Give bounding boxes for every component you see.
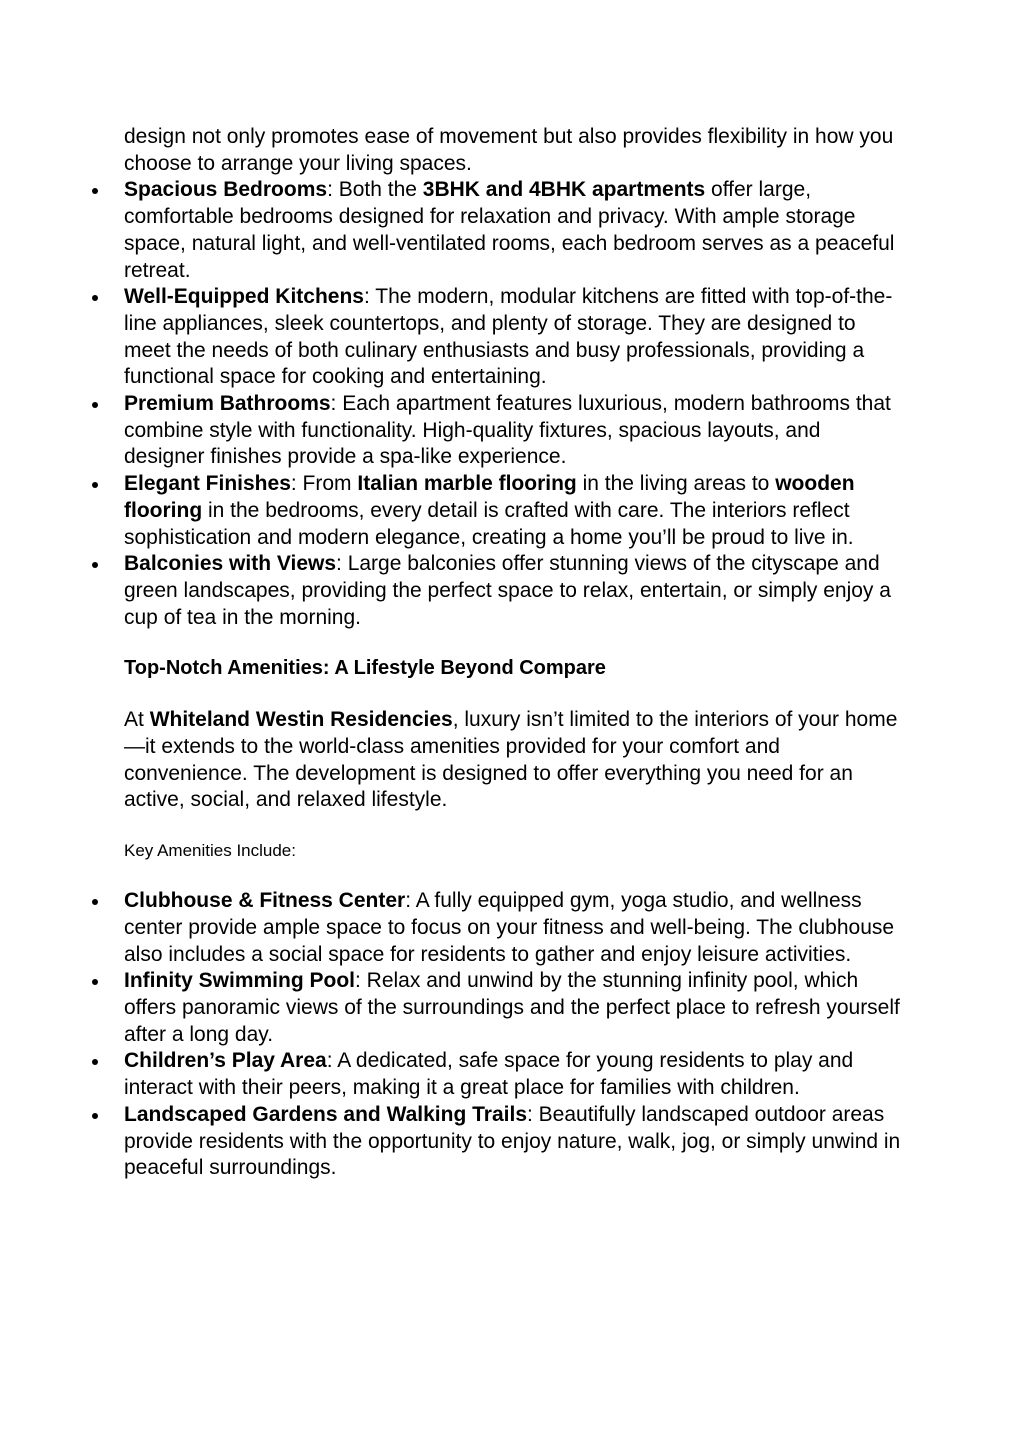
feature-title: Elegant Finishes (124, 472, 291, 496)
amenity-title: Landscaped Gardens and Walking Trails (124, 1102, 527, 1126)
section-heading: Top-Notch Amenities: A Lifestyle Beyond Compare (124, 657, 606, 680)
continuation-paragraph: design not only promotes ease of movement but also provides flexibility in how you choose to arrange your living spaces. (124, 125, 894, 175)
list-item: Elegant Finishes: From Italian marble flooring in the living areas to wooden flooring in the bedrooms, every detail is crafted with care. The interiors reflect sophistication and modern elegance, creating a home you’ll be proud to live in. (124, 471, 904, 551)
intro-paragraph: At Whiteland Westin Residencies, luxury isn’t limited to the interiors of your home—it extends to the world-class amenities provided for your comfort and convenience. The development is designed to offer everything you need for an active, social, and relaxed lifestyle. (124, 708, 898, 812)
feature-title: Balconies with Views (124, 552, 337, 576)
amenities-list (124, 888, 904, 1182)
list-item: Infinity Swimming Pool: Relax and unwind by the stunning infinity pool, which offers panoramic views of the surroundings and the perfect place to refresh yourself after a long day. (124, 968, 904, 1048)
amenity-title: Clubhouse & Fitness Center (124, 889, 406, 913)
document-body (124, 124, 904, 1182)
list-item: Landscaped Gardens and Walking Trails: Beautifully landscaped outdoor areas provide residents with the opportunity to enjoy nature, walk, jog, or simply unwind in peaceful surroundings. (124, 1102, 904, 1182)
key-amenities-label: Key Amenities Include: (124, 841, 296, 861)
feature-title: Premium Bathrooms (124, 392, 331, 416)
list-item: Spacious Bedrooms: Both the 3BHK and 4BHK apartments offer large, comfortable bedrooms designed for relaxation and privacy. With ample storage space, natural light, and well-ventilated rooms, each bedroom serves as a peaceful retreat. (124, 177, 904, 284)
amenity-title: Infinity Swimming Pool (124, 969, 355, 993)
list-item: Well-Equipped Kitchens: The modern, modular kitchens are fitted with top-of-the-line appliances, sleek countertops, and plenty of storage. They are designed to meet the needs of both culinary enthusiasts and busy professionals, providing a functional space for cooking and entertaining. (124, 284, 904, 391)
amenity-title: Children’s Play Area (124, 1049, 327, 1073)
features-list (124, 177, 904, 631)
list-item: Clubhouse & Fitness Center: A fully equipped gym, yoga studio, and wellness center provide ample space to focus on your fitness and well-being. The clubhouse also includes a social space for residents to gather and enjoy leisure activities. (124, 888, 904, 968)
list-item: Children’s Play Area: A dedicated, safe space for young residents to play and interact with their peers, making it a great place for families with children. (124, 1048, 904, 1101)
feature-title: Well-Equipped Kitchens (124, 285, 364, 309)
list-item: Premium Bathrooms: Each apartment features luxurious, modern bathrooms that combine style with functionality. High-quality fixtures, spacious layouts, and designer finishes provide a spa-like experience. (124, 391, 904, 471)
list-item: Balconies with Views: Large balconies offer stunning views of the cityscape and green landscapes, providing the perfect space to relax, entertain, or simply enjoy a cup of tea in the morning. (124, 551, 904, 631)
feature-title: Spacious Bedrooms (124, 178, 328, 202)
